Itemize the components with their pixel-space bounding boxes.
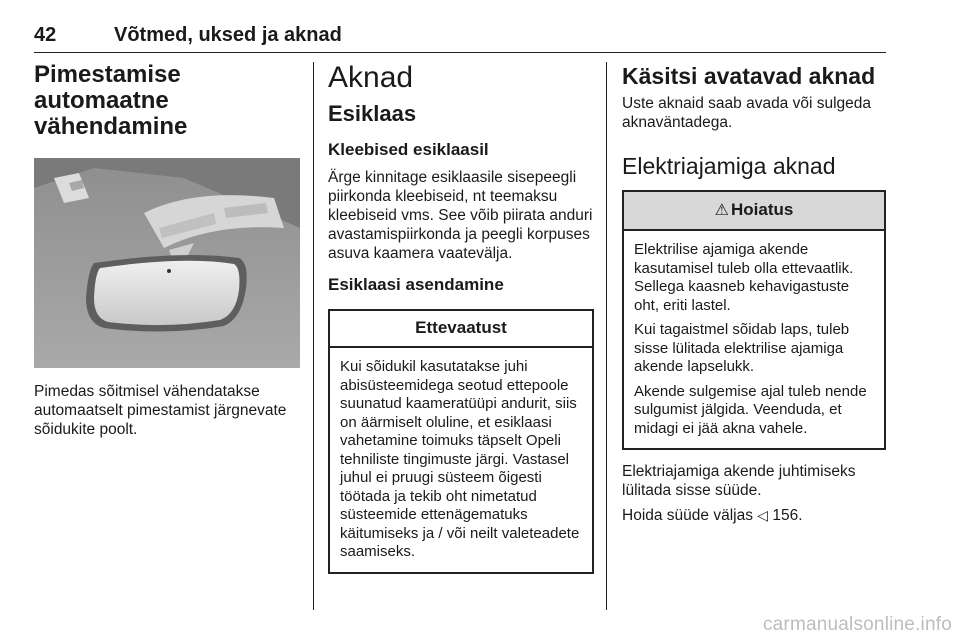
caution-text: Kui sõidukil kasutatakse juhi abisüsteemidega seotud ettepoole suunatud kaameratüüpi andurit, siis on äärmiselt oluline, et esiklaasi vahetamine toimuks täpselt Opeli tehniliste tingimuste järgi. Vastasel juhul ei pruugi süsteem õigesti töötada ja tekib oht nimetatud süsteemide ettenägematuks käitumiseks ja / või neilt valeteadete saamiseks.: [340, 358, 580, 560]
mirror-icon: [34, 158, 300, 368]
chapter-title: Võtmed, uksed ja aknad: [114, 24, 342, 46]
column-2: [328, 62, 594, 574]
column-divider-1: [313, 62, 314, 610]
warning-paragraph-3: Akende sulgemise ajal tuleb nende sulgumist jälgida. Veenduda, et midagi ei jää akna vahele.: [634, 382, 867, 437]
warning-title: Hoiatus: [731, 200, 794, 219]
warning-paragraph-2: Kui tagaistmel sõidab laps, tuleb sisse lülitada elektrilise ajamiga akende lapselukk.: [634, 321, 850, 375]
page-number: 42: [34, 24, 57, 46]
column-divider-2: [606, 62, 607, 610]
caution-title: Ettevaatust: [330, 311, 592, 348]
warning-body: [624, 231, 884, 448]
subheading-windshield: Esiklaas: [328, 101, 417, 126]
column-1: [34, 62, 300, 439]
caution-box: [328, 309, 594, 574]
title-stickers: Kleebised esiklaasil: [328, 140, 489, 159]
warning-triangle-icon: ⚠: [714, 202, 729, 219]
warning-header: [624, 192, 884, 231]
heading-power-windows: Elektriajamiga aknad: [622, 153, 836, 179]
section-heading-glare: Pimestamise automaatne vähendamine: [34, 61, 188, 140]
ignition-text: Hoida süüde väljas: [622, 507, 753, 524]
power-windows-text: Elektriajamiga akende juhtimiseks lülitada sisse süüde.: [622, 463, 856, 499]
manual-windows-text: Uste aknaid saab avada või sulgeda aknaväntadega.: [622, 95, 872, 131]
section-heading-windows: Aknad: [328, 61, 414, 94]
stickers-text: Ärge kinnitage esiklaasile sisepeegli piirkonda kleebiseid, nt teemaksu kleebiseid vms. See võib piirata anduri avastamispiirkonda ja peegli korpuses asuva kaamera vaatevälja.: [328, 169, 593, 262]
page-header: [34, 22, 886, 53]
page-reference-arrow-icon: ◁: [757, 507, 769, 523]
warning-box: [622, 190, 886, 450]
warning-paragraph-1: Elektrilise ajamiga akende kasutamisel tuleb olla ettevaatlik. Sellega kaasneb kehavigastuste oht, eriti lastel.: [634, 241, 854, 314]
title-replacement: Esiklaasi asendamine: [328, 275, 504, 294]
heading-manual-windows: Käsitsi avatavad aknad: [622, 63, 876, 89]
watermark: carmanualsonline.info: [762, 614, 952, 635]
reference-page-link[interactable]: 156.: [772, 507, 803, 524]
glare-description: Pimedas sõitmisel vähendatakse automaatselt pimestamist järgnevate sõidukite poolt.: [34, 383, 287, 438]
caution-body: [330, 348, 592, 572]
column-3: [622, 62, 886, 525]
ignition-reference: [622, 506, 886, 525]
